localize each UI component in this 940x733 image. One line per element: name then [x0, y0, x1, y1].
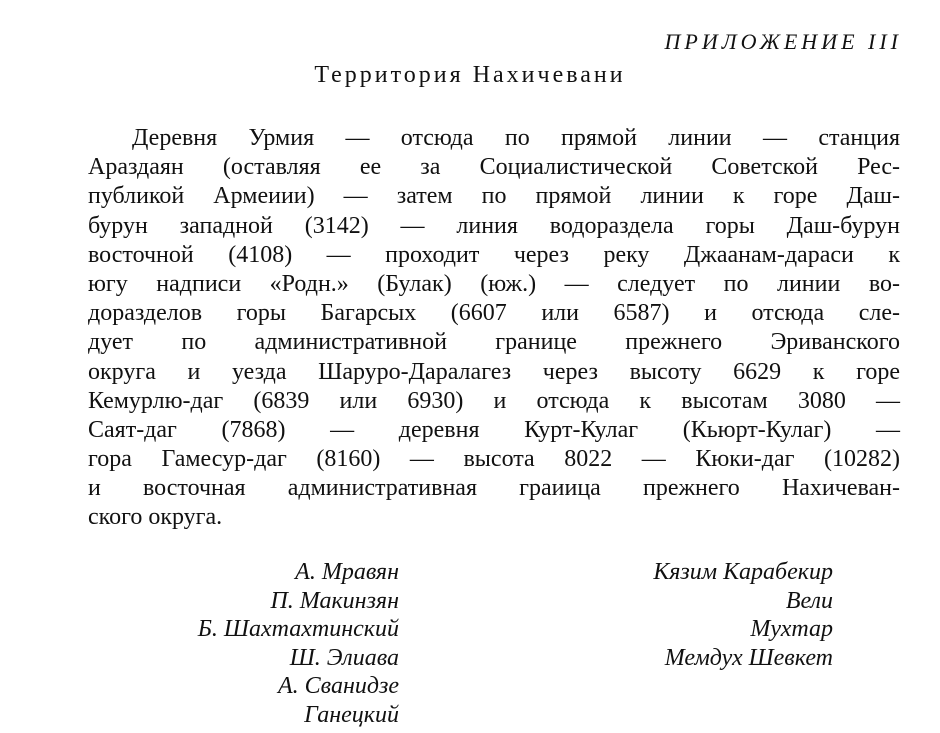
signatory-name: Ганецкий [304, 701, 399, 728]
signatory-name: Ш. Элиава [289, 644, 399, 671]
paragraph-line: публикой Армеиии) — затем по прямой линии к горе Даш- [88, 183, 900, 210]
paragraph-line: Деревня Урмия — отсюда по прямой линии — станция [132, 125, 900, 151]
signatory-name: Кязим Карабекир [653, 559, 833, 585]
paragraph-line: доразделов горы Багарсых (6607 или 6587) и отсюда сле- [88, 300, 900, 327]
signatory-name: Вели [785, 587, 833, 614]
paragraph-line: югу надписи «Родн.» (Булак) (юж.) — следует по линии во- [88, 270, 900, 297]
signatory-name: Мухтар [750, 616, 833, 642]
signatory-name: А. Мравян [295, 559, 399, 585]
signatory-name: Б. Шахтахтинский [197, 616, 399, 642]
body-paragraph [88, 124, 900, 533]
paragraph-line: восточной (4108) — проходит через реку Джаанам-дараси к [88, 241, 900, 268]
paragraph-line: Кемурлю-даг (6839 или 6930) и отсюда к высотам 3080 — [88, 387, 900, 414]
paragraph-line: дует по административной границе прежнего Эриванского [88, 329, 900, 356]
paragraph-line: гора Гамесур-даг (8160) — высота 8022 — Кюки-даг (10282) [88, 446, 900, 473]
paragraph-line: Араздаян (оставляя ее за Социалистической Советской Рес- [88, 154, 900, 181]
paragraph-line: и восточная административная граиица прежнего Нахичеван- [88, 475, 900, 502]
signatory-name: А. Сванидзе [278, 673, 399, 699]
signature-column-left [198, 558, 399, 729]
paragraph-line: Саят-даг (7868) — деревня Курт-Кулаг (Кьюрт-Кулаг) — [88, 416, 900, 443]
appendix-label: ПРИЛОЖЕНИЕ III [664, 29, 902, 54]
paragraph-line: округа и уезда Шаруро-Даралагез через высоту 6629 к горе [88, 358, 900, 385]
paragraph-line: бурун западной (3142) — линия водораздела горы Даш-бурун [88, 212, 900, 239]
paragraph-line: ского округа. [88, 504, 223, 531]
page-title: Территория Нахичевани [314, 62, 626, 88]
signature-column-right [653, 558, 833, 672]
signatory-name: П. Макинзян [270, 587, 399, 614]
signatory-name: Мемдух Шевкет [664, 644, 833, 671]
